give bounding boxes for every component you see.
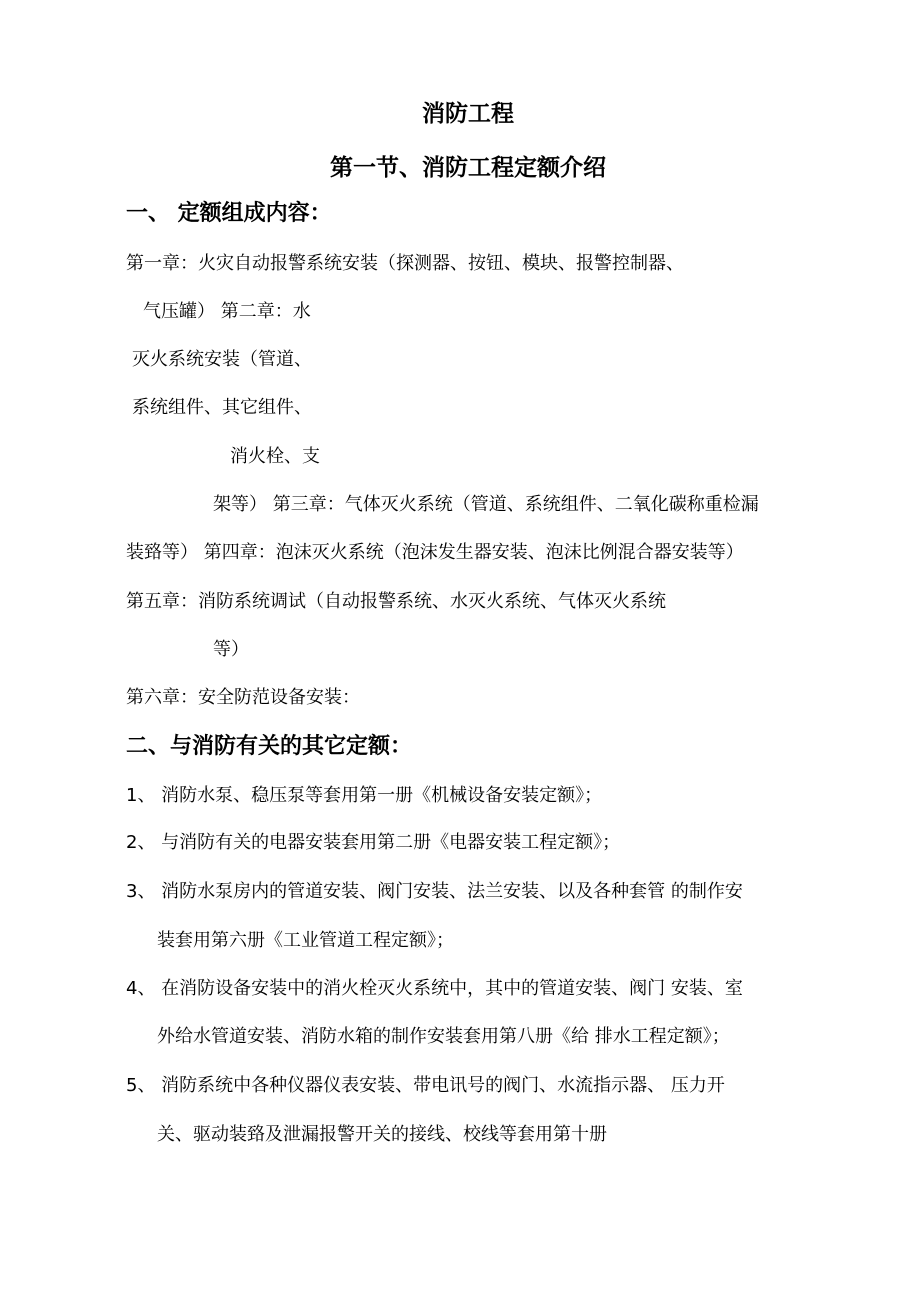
heading-other-quotas: 二、与消防有关的其它定额： bbox=[126, 734, 413, 759]
chapter-line: 架等） 第三章：气体灭火系统（管道、系统组件、二氧化碳称重检漏 bbox=[213, 494, 759, 515]
chapter-line: 系统组件、其它组件、 bbox=[132, 397, 312, 418]
list-item: 1、 消防水泵、稳压泵等套用第一册《机械设备安装定额》； bbox=[126, 785, 603, 806]
list-item: 4、 在消防设备安装中的消火栓灭火系统中，其中的管道安装、阀门 安装、室 bbox=[126, 978, 743, 999]
chapter-line: 气压罐） 第二章：水 bbox=[143, 301, 311, 322]
chapter-line: 第六章：安全防范设备安装： bbox=[126, 687, 360, 708]
list-item: 3、 消防水泵房内的管道安装、阀门安装、法兰安装、以及各种套管 的制作安 bbox=[126, 881, 743, 902]
list-item-continuation: 装套用第六册《工业管道工程定额》； bbox=[157, 930, 454, 951]
chapter-line: 灭火系统安装（管道、 bbox=[132, 349, 312, 370]
list-item-continuation: 关、驱动装臵及泄漏报警开关的接线、校线等套用第十册 bbox=[157, 1124, 607, 1145]
chapter-line: 等） bbox=[213, 639, 249, 660]
heading-quota-composition: 一、 定额组成内容： bbox=[126, 201, 332, 226]
page-title: 消防工程 bbox=[422, 101, 514, 127]
list-item: 5、 消防系统中各种仪器仪表安装、带电讯号的阀门、水流指示器、 压力开 bbox=[126, 1075, 725, 1096]
chapter-line: 装臵等） 第四章：泡沫灭火系统（泡沫发生器安装、泡沫比例混合器安装等） bbox=[126, 542, 744, 563]
section-title: 第一节、消防工程定额介绍 bbox=[330, 155, 606, 181]
chapter-line: 消火栓、支 bbox=[230, 446, 320, 467]
chapter-line: 第五章：消防系统调试（自动报警系统、水灭火系统、气体灭火系统 bbox=[126, 591, 666, 612]
chapter-line: 第一章：火灾自动报警系统安装（探测器、按钮、模块、报警控制器、 bbox=[126, 253, 684, 274]
list-item: 2、 与消防有关的电器安装套用第二册《电器安装工程定额》； bbox=[126, 832, 621, 853]
list-item-continuation: 外给水管道安装、消防水箱的制作安装套用第八册《给 排水工程定额》； bbox=[157, 1026, 730, 1047]
